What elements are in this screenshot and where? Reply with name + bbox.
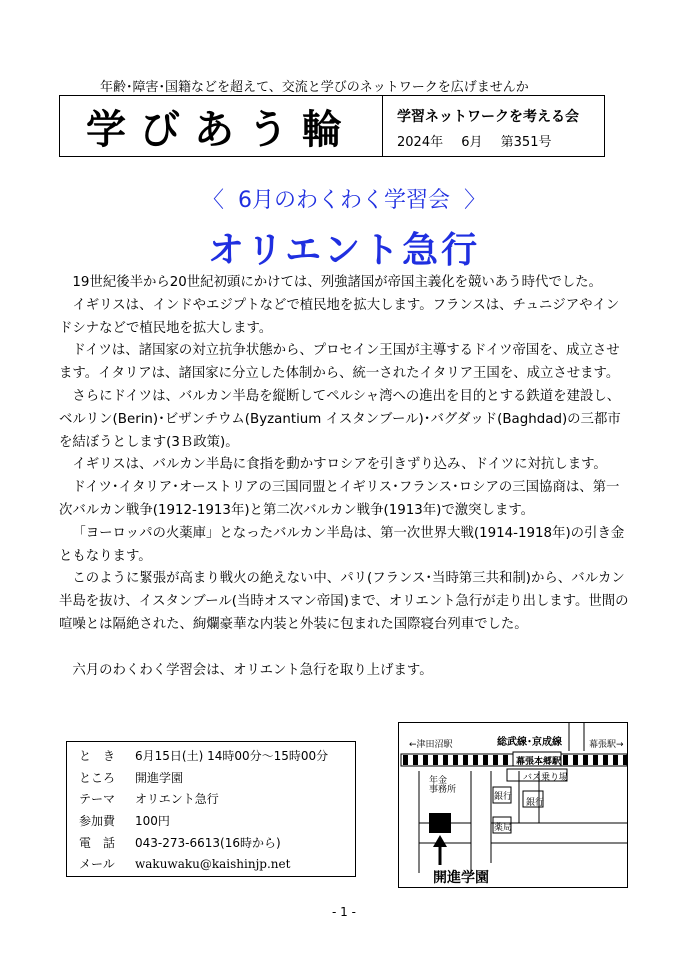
issue-year: 2024年 <box>397 135 444 150</box>
info-row-phone <box>79 831 355 853</box>
info-value: 100円 <box>135 814 170 829</box>
paragraph: ドイツは、諸国家の対立抗争状態から、プロセイン王国が主導するドイツ帝国を、成立させます。イタリアは、諸国家に分立した体制から、統一されたイタリア王国を、成立させます。 <box>59 343 620 382</box>
arrow-up-icon <box>433 835 447 865</box>
info-value: 開進学園 <box>135 770 184 785</box>
map-pharmacy: 薬局 <box>494 823 513 833</box>
railway-tie <box>563 755 568 765</box>
info-row-email <box>79 853 355 875</box>
map-center-station: 幕張本郷駅 <box>516 757 562 767</box>
paragraph: ドイツ･イタリア･オーストリアの三国同盟とイギリス･フランス･ロシアの三国協商は、第一次バルカン戦争(1912-1913年)と第二次バルカン戦争(1913年)で激突します。 <box>59 480 620 518</box>
railway-tie <box>503 755 508 765</box>
info-value: 6月15日(土) 14時00分～15時00分 <box>135 749 329 764</box>
info-label: メール <box>79 857 115 872</box>
school-building <box>429 813 451 833</box>
railway-tie <box>593 755 598 765</box>
railway-tie <box>583 755 588 765</box>
railway-tie <box>463 755 468 765</box>
railway-tie <box>473 755 478 765</box>
map-bank-2: 銀行 <box>526 798 545 808</box>
map-line-name: 総武線･京成線 <box>497 737 562 748</box>
paragraph: 「ヨーロッパの火薬庫」となったバルカン半島は、第一次世界大戦(1914-1918年)の引き金ともなります。 <box>59 525 625 564</box>
issue-month: 6月 <box>461 135 483 150</box>
railway-tie <box>573 755 578 765</box>
railway-tie <box>433 755 438 765</box>
railway-tie <box>413 755 418 765</box>
map-right-station: 幕張駅→ <box>589 740 624 750</box>
railway-tie <box>453 755 458 765</box>
phone-number: 043-273-6613(16時から) <box>135 835 281 850</box>
map-pension-office: 年金 事務所 <box>429 776 457 795</box>
railway-tie <box>613 755 618 765</box>
railway-tie <box>423 755 428 765</box>
map-bus-stop: バス乗り場 <box>523 773 569 783</box>
tagline: 年齢･障害･国籍などを超えて、交流と学びのネットワークを広げませんか <box>100 80 529 95</box>
info-row-theme <box>79 788 355 810</box>
railway-tie <box>603 755 608 765</box>
masthead <box>59 95 605 157</box>
event-title: オリエント急行 <box>207 230 481 271</box>
info-label: 参加費 <box>79 814 116 829</box>
paragraph: 19世紀後半から20世紀初頭にかけては、列強諸国が帝国主義化を競いあう時代でした。 <box>72 275 602 290</box>
page-number: - 1 - <box>332 905 356 919</box>
event-info-box <box>66 741 356 877</box>
info-label: テーマ <box>79 792 116 807</box>
paragraph: イギリスは、バルカン半島に食指を動かすロシアを引きずり込み、ドイツに対抗します。 <box>72 457 607 473</box>
info-label: ところ <box>79 770 116 785</box>
paragraph: このように緊張が高まり戦火の絶えない中、パリ(フランス･当時第三共和制)から、バルカン半島を抜け、イスタンブール(当時オスマン帝国)まで、オリエント急行が走り出します。世間の喧噪とは隔絶された、絢爛豪華な内装と外装に包まれた国際寝台列車でした。 <box>59 571 629 632</box>
org-name: 学習ネットワークを考える会 <box>397 109 579 125</box>
map-bank-1: 銀行 <box>494 792 513 802</box>
railway-tie <box>493 755 498 765</box>
article-body <box>59 272 631 682</box>
email-address[interactable]: wakuwaku@kaishinjp.net <box>135 856 291 871</box>
info-value: オリエント急行 <box>135 792 219 807</box>
railway-tie <box>623 755 628 765</box>
info-row-fee <box>79 810 355 832</box>
info-row-date <box>79 745 355 767</box>
info-label: と き <box>79 749 116 764</box>
access-map <box>398 722 628 888</box>
masthead-title: 学びあう輪 <box>60 96 383 156</box>
info-label: 電 話 <box>79 835 116 850</box>
railway-tie <box>483 755 488 765</box>
info-row-place <box>79 767 355 789</box>
closing-paragraph: 六月のわくわく学習会は、オリエント急行を取り上げます。 <box>72 662 433 678</box>
paragraph: イギリスは、インドやエジプトなどで植民地を拡大します。フランスは、チュニジアやインドシナなどで植民地を拡大します。 <box>59 297 620 336</box>
railway-tie <box>443 755 448 765</box>
issue-number: 第351号 <box>500 135 552 150</box>
paragraph: さらにドイツは、バルカン半島を縦断してペルシャ湾への進出を目的とする鉄道を建設し、ベルリン(Berin)･ビザンチウム(Byzantium イスタンブール)･バグダッド(Baghdad)の三都市を結ぼうとします(3Ｂ政策)。 <box>59 388 621 450</box>
map-school-label: 開進学園 <box>433 870 489 886</box>
masthead-info <box>383 96 604 156</box>
event-header: 〈 6月のわくわく学習会 〉 <box>202 188 486 213</box>
issue-line <box>397 131 604 150</box>
map-left-station: ←津田沼駅 <box>409 740 453 750</box>
railway-tie <box>403 755 408 765</box>
